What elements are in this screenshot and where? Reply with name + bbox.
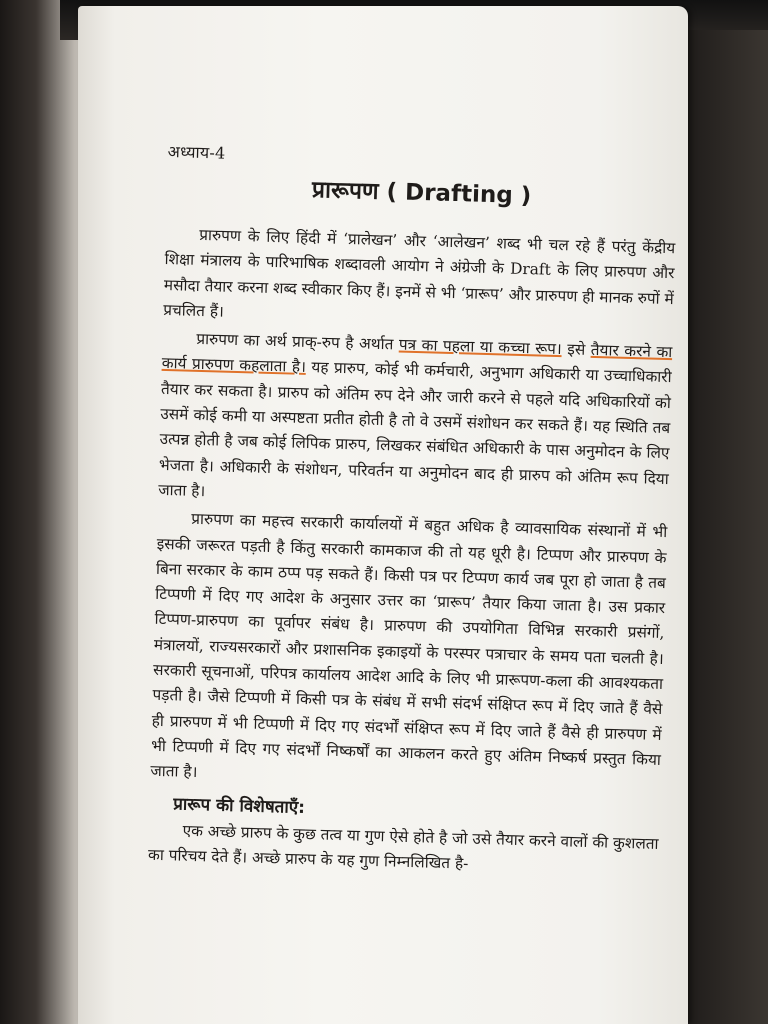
page-title: प्रारूपण ( Drafting ) bbox=[311, 177, 532, 210]
paragraph-2-rest: यह प्रारुप, कोई भी कर्मचारी, अनुभाग अधिकारी या उच्चाधिकारी तैयार कर सकता है। प्रारुप को अंतिम रुप देने और जारी करने से पहले यदि अधिकारियों को उसमें कोई कमी या अस्पष्टता प्रतीत होती है तो वे उसमें संशोधन कर सकते हैं। यह स्थिति तब उत्पन्न होती है जब कोई लिपिक प्रारुप, लिखकर संबंधित अधिकारी के पास अनुमोदन के लिए भेजता है। अधिकारी के संशोधन, परिवर्तन या अनुमोदन बाद ही प्रारुप को अंतिम रूप दिया जाता है। bbox=[157, 358, 672, 501]
paragraph-2-start: प्रारुपण का अर्थ प्राक्-रुप है अर्थात bbox=[196, 330, 400, 354]
section-heading: प्रारूप की विशेषताएँ: bbox=[172, 793, 306, 818]
book-spine bbox=[0, 0, 80, 1024]
underlined-definition-2: तैयार करने का कार्य प्रारुपण कहलाता है। bbox=[161, 341, 673, 377]
underlined-definition: पत्र का पहला या कच्चा रूप। bbox=[398, 335, 562, 359]
paragraph-2-connector: इसे bbox=[561, 340, 592, 360]
paragraph-2 bbox=[158, 326, 673, 517]
paragraph-3: प्रारुपण का महत्त्व सरकारी कार्यालयों में बहुत अधिक है व्यावसायिक संस्थानों में भी इसकी जरूरत पड़ती है किंतु सरकारी कामकाज की तो यह धूरी है। टिप्पण और प्रारुपण के बिना सरकार के काम ठप्प पड़ सकते हैं। किसी पत्र पर टिप्पण कार्य जब पूरा हो जाता है तब टिप्पणी में दिए गए आदेश के अनुसार उत्तर का ‘प्रारूप’ तैयार किया जाता है। उस प्रकार टिप्पण-प्रारुपण का पूर्वापर संबंध है। प्रारुपण की उपयोगिता विभिन्न सरकारी प्रसंगों, मंत्रालयों, राज्यसरकारों और प्रशासनिक इकाइयों के परस्पर पत्राचार के समय पता चलती है। सरकारी सूचनाओं, परिपत्र कार्यालय आदेश आदि के लिए भी प्रारूपण-कला की आवश्यकता पड़ती है। जैसे टिप्पणी में किसी पत्र के संबंध में सभी संदर्भ संक्षिप्त रूप में दिए जाते हैं वैसे ही प्रारुपण में भी टिप्पणी में दिए गए संदर्भों संक्षिप्त रूप में दिए जाते हैं वैसे ही प्रारुपण में भी टिप्पणी में दिए गए संदर्भों निष्कर्षों का आकलन करते हुए अंतिम निष्कर्ष प्रस्तुत किया जाता है। bbox=[150, 510, 668, 782]
next-page-edge bbox=[686, 30, 768, 1024]
paragraph-4: एक अच्छे प्रारुप के कुछ तत्व या गुण ऐसे होते है जो उसे तैयार करने वालों की कुशलता का परिचय देते हैं। अच्छे प्रारुप के यह गुण निम्नलिखित है- bbox=[147, 821, 659, 873]
paragraph-1: प्रारुपण के लिए हिंदी में ‘प्रालेखन’ और ‘आलेखन’ शब्द भी चल रहे हैं परंतु केंद्रीय शिक्षा मंत्रालय के पारिभाषिक शब्दावली आयोग ने अंग्रेजी के Draft के लिए प्रारुपण और मसौदा तैयार करना शब्द स्वीकार किए हैं। इनमें से भी ‘प्रारूप’ और प्रारुपण ही मानक रुपों में प्रचलित हैं। bbox=[163, 225, 676, 321]
page-text bbox=[148, 140, 678, 885]
chapter-label: अध्याय-4 bbox=[167, 141, 226, 163]
